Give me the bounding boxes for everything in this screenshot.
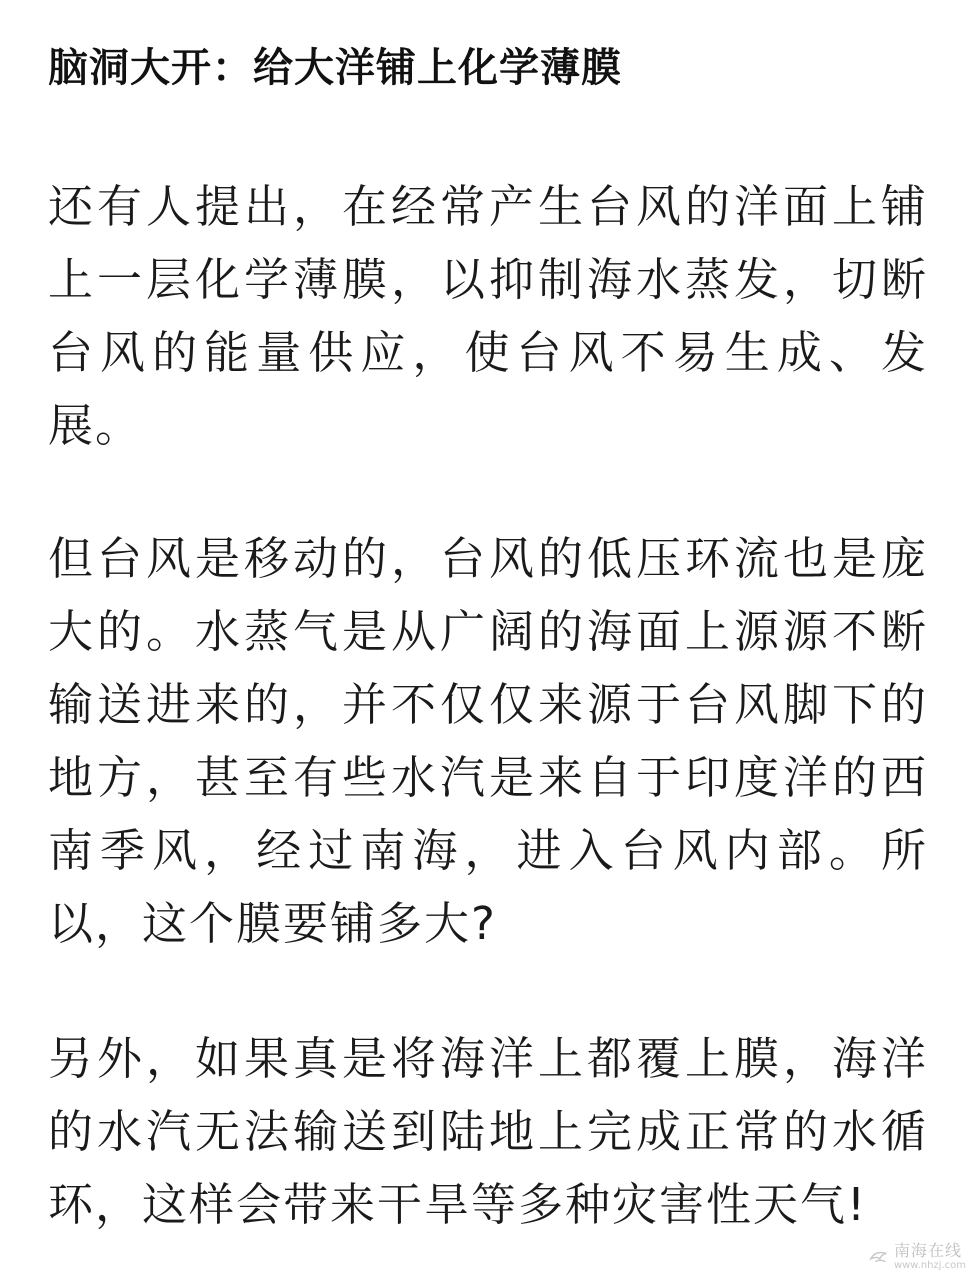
article-paragraph-2: 但台风是移动的，台风的低压环流也是庞大的。水蒸气是从广阔的海面上源源不断输送进来的，并不仅仅来源于台风脚下的地方，甚至有些水汽是来自于印度洋的西南季风，经过南海，进入台风内部。所以，这个膜要铺多大? bbox=[48, 532, 928, 950]
article-paragraph-3: 另外，如果真是将海洋上都覆上膜，海洋的水汽无法输送到陆地上完成正常的水循环，这样会带来干旱等多种灾害性天气! bbox=[48, 1032, 928, 1231]
article-paragraph-1: 还有人提出，在经常产生台风的洋面上铺上一层化学薄膜，以抑制海水蒸发，切断台风的能量供应，使台风不易生成、发展。 bbox=[48, 180, 928, 452]
watermark-site-url: www.nhzj.com bbox=[893, 1260, 966, 1271]
bird-logo-icon bbox=[868, 1246, 890, 1268]
watermark-text bbox=[894, 1242, 966, 1272]
watermark-site-name: 南海在线 bbox=[893, 1241, 962, 1260]
article-heading: 脑洞大开：给大洋铺上化学薄膜 bbox=[48, 45, 622, 91]
site-watermark bbox=[868, 1242, 966, 1272]
